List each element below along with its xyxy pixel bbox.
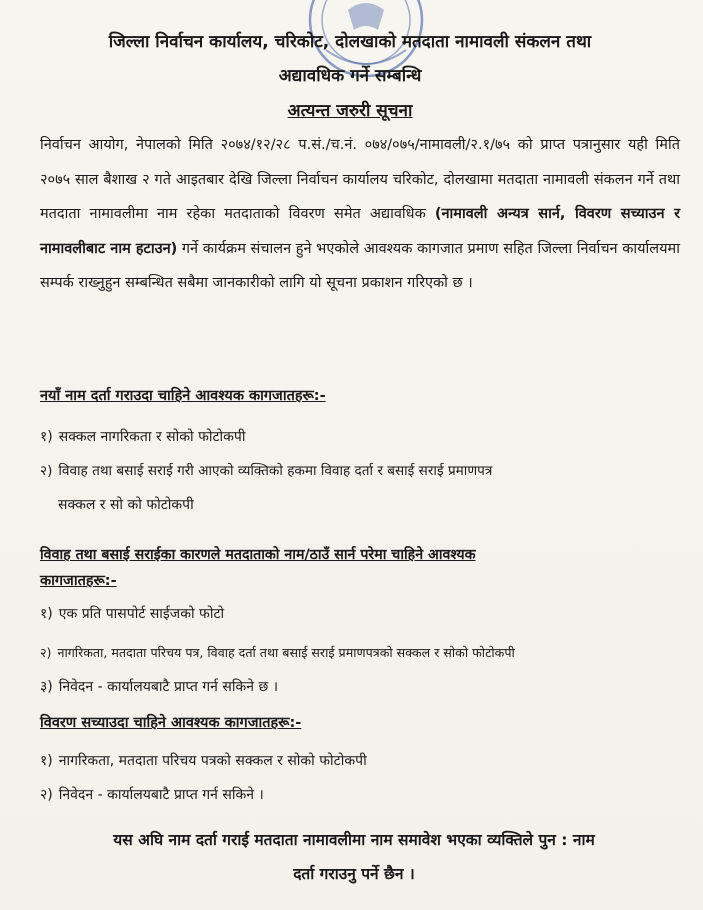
notice-intro-paragraph [40,128,680,301]
item-text: नागरिकता, मतदाता परिचय पत्र, विवाह दर्ता तथा बसाई सराई प्रमाणपत्रको सक्कल र सोको फोटोकपी [57,645,515,660]
item-text: नागरिकता, मतदाता परिचय पत्रको सक्कल र सोको फोटोकपी [58,753,367,769]
item-text: निवेदन - कार्यालयबाटै प्राप्त गर्न सकिने । [58,787,264,803]
intro-text: निर्वाचन आयोग, नेपालको मिति २०७४/१२/२८ प.सं./च.नं. ०७४/०७५/नामावली/२.१/७५ को प्राप्त पत्रानुसार यही मिति २०७५ साल बैशाख २ गते आइतबार देखि जिल्ला निर्वाचन कार्यालय चरिकोट, दोलखामा मतदाता नामावली संकलन गर्ने तथा मतदाता नामावलीमा नाम रहेका मतदाताको विवरण समेत अद्यावधिक [40,137,680,222]
notice-subtitle: अत्यन्त जरुरी सूचना [287,101,413,121]
item-number: १) [40,753,53,769]
header-title-line2: अद्यावधिक गर्ने सम्बन्धि [278,66,422,86]
intro-end-text: गर्ने कार्यक्रम संचालन हुने भएकोले आवश्यक कागजात प्रमाण सहित जिल्ला निर्वाचन कार्यालयमा सम्पर्क राख्नुहुन सम्बन्धित सबैमा जानकारीको लागि यो सूचना प्रकाशन गरिएको छ । [40,240,680,291]
list-item [40,677,278,696]
list-item [40,785,264,804]
list-item [58,495,194,514]
item-number: १) [40,429,53,445]
item-number: १) [40,606,53,622]
header-title-line1: जिल्ला निर्वाचन कार्यालय, चरिकोट, दोलखाको मतदाता नामावली संकलन तथा [108,32,592,52]
list-item [40,604,224,623]
footer-line2: दर्ता गराउनु पर्ने छैन । [293,865,415,883]
item-text: सक्कल र सो को फोटोकपी [58,497,194,513]
item-text: सक्कल नागरिकता र सोको फोटोकपी [58,429,246,445]
section3-heading: विवरण सच्याउदा चाहिने आवश्यक कागजातहरू:- [40,715,302,731]
item-number: ३) [40,679,53,695]
item-number: २) [40,645,52,660]
item-text: विवाह तथा बसाई सराई गरी आएको व्यक्तिको हकमा विवाह दर्ता र बसाई सराई प्रमाणपत्र [58,463,493,479]
section2-heading-line2: कागजातहरू:- [40,573,117,589]
section1-heading: नयाँ नाम दर्ता गराउदा चाहिने आवश्यक कागजातहरू:- [40,388,326,404]
list-item [40,751,367,770]
item-number: २) [40,787,53,803]
intro-bold-text: (नामावली अन्यत्र सार्न, विवरण सच्याउन र नामावलीबाट नाम हटाउन) [40,206,680,257]
section2-heading-line1: विवाह तथा बसाई सराईका कारणले मतदाताको नाम/ठाउँ सार्न परेमा चाहिने आवश्यक [40,547,476,563]
item-text: निवेदन - कार्यालयबाटै प्राप्त गर्न सकिने छ । [58,679,279,695]
item-text: एक प्रति पासपोर्ट साईजको फोटो [58,606,225,622]
list-item [40,427,246,446]
list-item [40,460,492,479]
list-item [40,644,515,661]
item-number: २) [40,463,53,479]
footer-line1: यस अघि नाम दर्ता गराई मतदाता नामावलीमा नाम समावेश भएका व्यक्तिले पुन : नाम [113,831,595,849]
